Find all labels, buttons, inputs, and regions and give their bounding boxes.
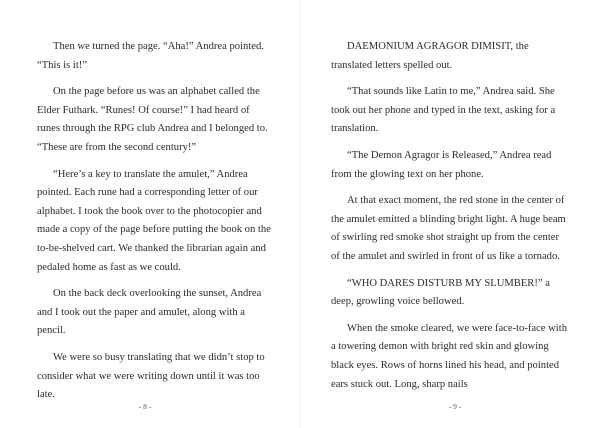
right-page-text	[331, 38, 568, 402]
paragraph: DAEMONIUM AGRAGOR DIMISIT, the translated letters spelled out.	[331, 41, 529, 71]
right-page	[300, 0, 600, 428]
paragraph: “Here’s a key to translate the amulet,” Andrea pointed. Each rune had a corresponding letter of our alphabet. I took the book over to the photocopier and made a copy of the page before putting the book on the to-be-shelved cart. We thanked the librarian again and pedaled home as fast as we could.	[37, 168, 271, 273]
paragraph: On the back deck overlooking the sunset, Andrea and I took out the paper and amulet, along with a pencil.	[37, 288, 262, 337]
paragraph: At that exact moment, the red stone in the center of the amulet emitted a blinding bright light. A huge beam of swirling red smoke shot straight up from the center of the amulet and swirled in front of us like a tornado.	[331, 195, 566, 262]
paragraph: Then we turned the page. “Aha!” Andrea pointed. “This is it!”	[37, 41, 264, 71]
paragraph: “The Demon Agragor is Released,” Andrea read from the glowing text on her phone.	[331, 149, 552, 180]
paragraph: “WHO DARES DISTURB MY SLUMBER!” a deep, growling voice bellowed.	[331, 277, 550, 308]
page-number-left: - 8 -	[138, 402, 152, 411]
left-page-text	[37, 38, 272, 413]
paragraph: We were so busy translating that we didn’t stop to consider what we were writing down until it was too late.	[37, 351, 265, 401]
paragraph: “That sounds like Latin to me,” Andrea said. She took out her phone and typed in the text, asking for a translation.	[331, 86, 556, 135]
paragraph: When the smoke cleared, we were face-to-face with a towering demon with bright red skin and glowing black eyes. Rows of horns lined his head, and pointed ears stuck out. Long, sharp nails	[331, 322, 567, 390]
paragraph: On the page before us was an alphabet called the Elder Futhark. “Runes! Of course!” I had heard of runes through the RPG club Andrea and I belonged to. “These are from the second century!”	[37, 86, 268, 153]
page-number-right: - 9 -	[448, 402, 462, 411]
